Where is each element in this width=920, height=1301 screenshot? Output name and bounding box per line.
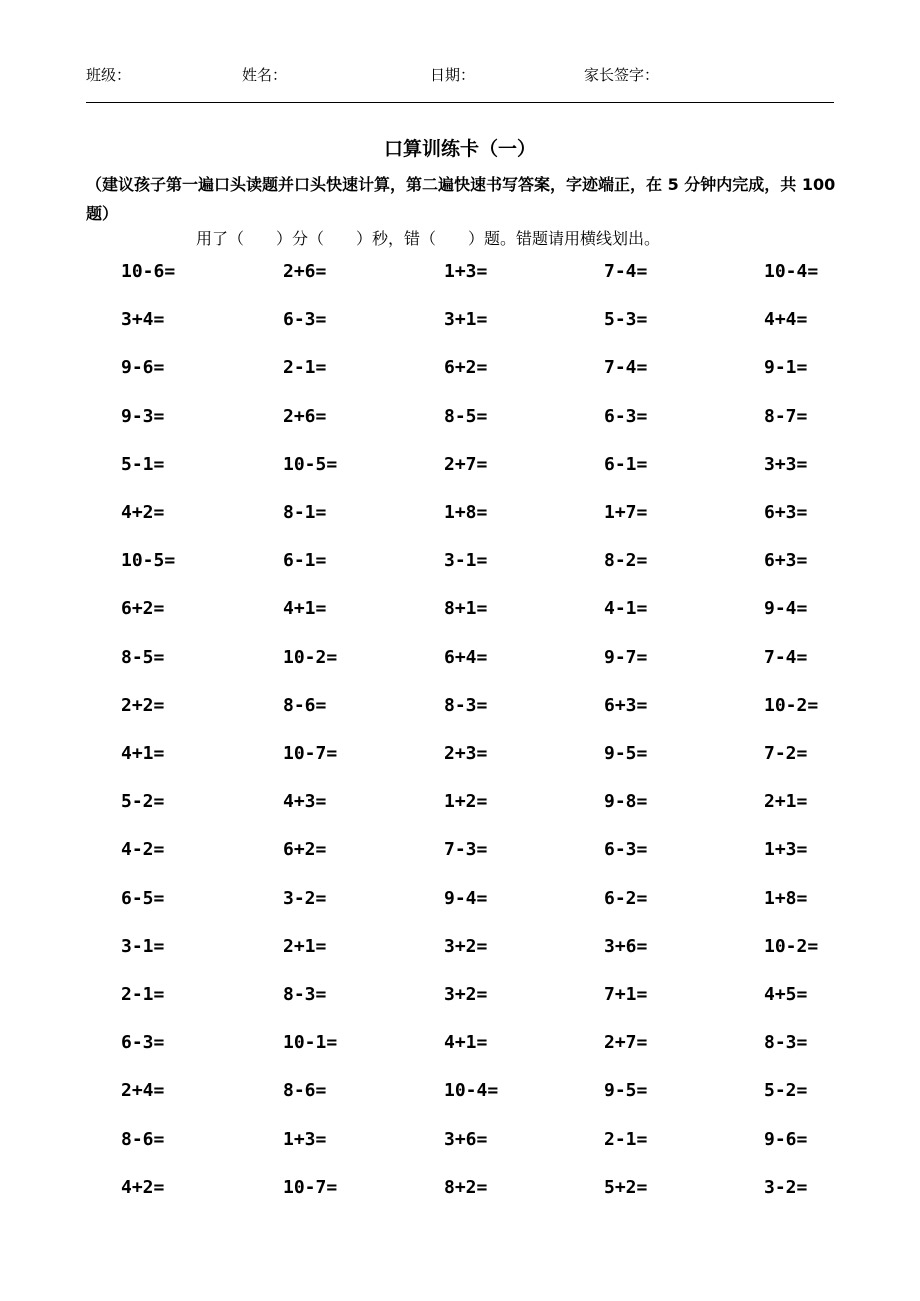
problem-item: 1+2= [444,791,488,812]
problem-item: 8-5= [121,647,165,668]
problem-item: 6+4= [444,647,488,668]
problem-item: 8-6= [283,1080,327,1101]
problem-item: 4+2= [121,1177,165,1198]
problem-item: 5-1= [121,454,165,475]
problem-item: 9-7= [604,647,648,668]
problem-item: 2+1= [283,936,327,957]
problem-item: 6+3= [764,502,808,523]
name-label: 姓名： [242,66,288,84]
problem-item: 6+3= [604,695,648,716]
problem-item: 2+4= [121,1080,165,1101]
problem-item: 7-4= [604,357,648,378]
time-record-line: 用了（ ）分（ ）秒，错（ ）题。错题请用横线划出。 [196,229,661,248]
problem-item: 5-2= [764,1080,808,1101]
problem-item: 9-8= [604,791,648,812]
problem-item: 6-1= [604,454,648,475]
problem-item: 2+7= [604,1032,648,1053]
problem-item: 6-3= [604,406,648,427]
problem-item: 8-2= [604,550,648,571]
problem-item: 10-2= [764,936,819,957]
problem-item: 3+4= [121,309,165,330]
problem-item: 9-4= [444,888,488,909]
date-label: 日期： [430,66,476,84]
instructions: （建议孩子第一遍口头读题并口头快速计算，第二遍快速书写答案，字迹端正，在 5 分钟内完成，共 100 题） [86,175,836,223]
problem-item: 3+1= [444,309,488,330]
problem-item: 2+3= [444,743,488,764]
problem-item: 3+2= [444,984,488,1005]
problem-item: 6-3= [283,309,327,330]
problem-item: 2+6= [283,261,327,282]
problem-item: 8-3= [764,1032,808,1053]
problem-item: 8-6= [283,695,327,716]
problem-item: 6-3= [604,839,648,860]
problem-item: 2+2= [121,695,165,716]
problem-item: 8-3= [444,695,488,716]
problem-item: 10-1= [283,1032,338,1053]
problem-item: 4+5= [764,984,808,1005]
problem-item: 1+8= [764,888,808,909]
problem-item: 6+2= [121,598,165,619]
problem-item: 9-4= [764,598,808,619]
problem-item: 10-7= [283,743,338,764]
problem-item: 2+6= [283,406,327,427]
problem-item: 10-2= [283,647,338,668]
problem-item: 1+3= [444,261,488,282]
problem-item: 8+2= [444,1177,488,1198]
problem-item: 8-1= [283,502,327,523]
problem-item: 4-1= [604,598,648,619]
problem-item: 6+3= [764,550,808,571]
problem-item: 9-6= [121,357,165,378]
problem-item: 7-4= [604,261,648,282]
problem-item: 8-6= [121,1129,165,1150]
problem-item: 2-1= [604,1129,648,1150]
problem-item: 4+2= [121,502,165,523]
problem-item: 1+8= [444,502,488,523]
problem-item: 4+1= [283,598,327,619]
problem-item: 3-1= [444,550,488,571]
problem-item: 4+4= [764,309,808,330]
problem-item: 4+1= [444,1032,488,1053]
problem-item: 6+2= [283,839,327,860]
problem-item: 8-3= [283,984,327,1005]
problem-item: 3-2= [764,1177,808,1198]
page-title: 口算训练卡（一） [383,138,536,160]
problem-item: 10-5= [121,550,176,571]
problem-item: 9-6= [764,1129,808,1150]
problem-item: 9-5= [604,1080,648,1101]
problem-item: 6+2= [444,357,488,378]
problem-item: 10-7= [283,1177,338,1198]
problem-item: 6-1= [283,550,327,571]
problem-item: 8+1= [444,598,488,619]
problem-item: 6-2= [604,888,648,909]
problem-item: 7-4= [764,647,808,668]
problem-item: 2-1= [283,357,327,378]
problem-item: 5-3= [604,309,648,330]
problem-item: 2-1= [121,984,165,1005]
problem-item: 4-2= [121,839,165,860]
problem-item: 9-3= [121,406,165,427]
problem-item: 3+6= [604,936,648,957]
problem-item: 2+7= [444,454,488,475]
problem-item: 10-5= [283,454,338,475]
header-divider [86,102,834,103]
problem-item: 10-4= [764,261,819,282]
problem-item: 8-5= [444,406,488,427]
problem-item: 7+1= [604,984,648,1005]
class-label: 班级： [86,66,132,84]
problem-item: 10-2= [764,695,819,716]
problem-item: 4+3= [283,791,327,812]
problem-item: 9-1= [764,357,808,378]
problem-item: 1+7= [604,502,648,523]
problem-item: 3+3= [764,454,808,475]
problem-item: 10-4= [444,1080,499,1101]
problem-item: 1+3= [283,1129,327,1150]
problem-item: 5-2= [121,791,165,812]
problem-item: 7-2= [764,743,808,764]
problem-item: 4+1= [121,743,165,764]
problem-item: 5+2= [604,1177,648,1198]
problem-item: 3-2= [283,888,327,909]
problem-item: 10-6= [121,261,176,282]
problem-item: 9-5= [604,743,648,764]
problem-item: 7-3= [444,839,488,860]
problem-item: 8-7= [764,406,808,427]
problem-item: 3+6= [444,1129,488,1150]
parent-signature-label: 家长签字： [584,66,660,84]
problem-item: 1+3= [764,839,808,860]
problem-item: 6-3= [121,1032,165,1053]
problem-item: 6-5= [121,888,165,909]
problem-item: 3+2= [444,936,488,957]
problem-item: 3-1= [121,936,165,957]
problem-item: 2+1= [764,791,808,812]
